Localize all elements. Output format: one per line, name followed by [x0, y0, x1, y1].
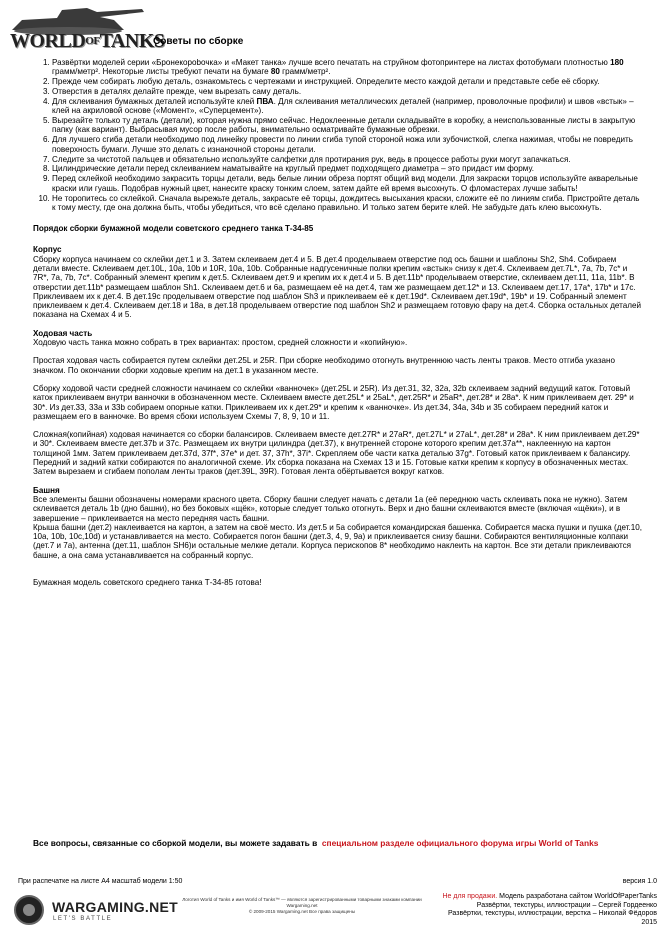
chassis-heading: Ходовая часть — [33, 328, 93, 338]
credits-line-1: Не для продажи. Модель разработана сайтом WorldOfPaperTanks — [442, 893, 657, 900]
wargaming-logo — [14, 893, 184, 933]
wargaming-name: WARGAMING.NET — [52, 899, 179, 915]
tip-item: 6. Для лучшего сгиба детали необходимо под линейку провести по линии сгиба тупой стороной ножа или зубочисткой, слегка нажимая, чтобы не повредить поверхность бумаги. Лучше это делать с изнаночной стороны детали. — [52, 135, 643, 154]
chassis-medium: Сборку ходовой части средней сложности начинаем со склейки «ванночек» (дет.25L и 25R). Из дет.31, 32, 32a, 32b склеиваем задний ведущий каток. Готовый каток приклеиваем внутри ванночки в обозначенном месте. Склеиваем вместе дет.25L* и 25aL*, дет.25R* и 25aR*, дет.28* и 28a*. К ним приклеиваем дет. 29* и 30*. Из дет.33, 33a и 33b собираем опорные катки. Приклеиваем их к дет.29* и крепим к «ванночке». Из дет.34, 34a, 34b и 35 собираем передний каток и размещаем его в ванночке. Во время сбоки используем Схемы 7, 8, 9, 10 и 11. — [33, 383, 634, 421]
chassis-complex: Сложная(копийная) ходовая начинается со сборки балансиров. Склеиваем вместе дет.27R* и 27aR*, дет.27L* и 27aL*, дет.28* и 28a*. К ним приклеиваем дет.29* и 30*. Склеиваем вместе дет.37b и 37c. Размещаем их внутри цилиндра (дет.37), к внутренней стороне которого крепим дет.37a**, наклеенную на картон толщиной 1мм. Затем приклеиваем дет.37d, 37f*, 37e* и дет. 37, 37h*, 37i*. Скрепляем обе части катка деталью 37g*. Готовый каток приклеиваем к балансиру. Передний и задний катки собираются по аналогичной схеме. Их сборка показана на Схемах 13 и 15. Готовые катки крепим к корпусу в обозначенных местах. Затем вырезаем и сгибаем пополам ленты траков (дет.39L, 39R). Готовая лента обёртывается вокруг катков. — [33, 430, 640, 477]
tip-item: 9. Перед склейкой необходимо закрасить торцы детали, ведь белые линии обреза портят общий вид модели. Для закраски торцов используйте акварельные краски или гуашь. Подобрав нужный цвет, нанесите краску тонким слоем, затем дайте ей время высохнуть. О фломастерах лучше забыть! — [52, 174, 643, 193]
tip-item: 2. Прежде чем собирать любую деталь, ознакомьтесь с чертежами и инструкцией. Определите место каждой детали и представьте себе её сборку. — [52, 77, 643, 86]
wargaming-emblem-icon — [14, 895, 44, 925]
tip-item: 5. Вырезайте только ту деталь (детали), которая нужна прямо сейчас. Недоклеенные детали складывайте в коробку, а неиспользованные листы в закрытую папку (как вариант). Выбрасывая мусор после работы, внимательно осматривайте бумажные обрезки. — [52, 116, 643, 135]
main-heading: Порядок сборки бумажной модели советского среднего танка Т-34-85 — [33, 224, 314, 234]
not-for-sale-label: Не для продажи. — [442, 893, 498, 900]
print-scale-note: При распечатке на листе А4 масштаб модели 1:50 — [18, 878, 183, 885]
tip-item: 8. Цилиндрические детали перед склеиванием наматывайте на круглый предмет подходящего диаметра – это придаст им форму. — [52, 164, 643, 173]
page-title: Советы по сборке — [153, 36, 244, 47]
hull-heading: Корпус — [33, 245, 62, 255]
credits-line-3: Развёртки, текстуры, иллюстрации, верстка – Николай Фёдоров — [447, 910, 657, 918]
legal-line-2: © 2009-2015 Wargaming.net Все права защищены — [248, 909, 356, 914]
legal-notice — [182, 897, 422, 915]
assembly-tips-list — [33, 58, 643, 212]
done-text: Бумажная модель советского среднего танка Т-34-85 готова! — [33, 578, 262, 587]
chassis-intro: Ходовую часть танка можно собрать в трех вариантах: простом, средней сложности и «копийную». — [33, 338, 408, 348]
questions-text: Все вопросы, связанные со сборкой модели, вы можете задавать в — [33, 838, 318, 848]
turret-text-2: Крыша башни (дет.2) наклеивается на картон, а затем на своё место. Из дет.5 и 5a собирается командирская башенка. Собирается маска пушки и пушка (дет.10, 10a, 10b, 10c,10d) и устанавливается на место. Собирается погон башни (дет.3, 4, 9, 9a) и приклеивается снизу башни. Собираются вентиляционные колпаки (дет.7 и 7a), антенна (дет.11, шаблон SH6)и остальные мелкие детали. Корпуса перископов 8* необходимо наклеить на картон. Все эти детали приклеиваются башне, а она сама устанавливается на собранный корпус. — [33, 522, 643, 560]
tip-item: 3. Отверстия в деталях делайте прежде, чем вырезать саму деталь. — [52, 87, 643, 96]
questions-line — [33, 838, 598, 848]
logo-wordmark: WORLDOFTANKS — [10, 30, 165, 52]
chassis-simple: Простая ходовая часть собирается путем склейки дет.25L и 25R. При сборке необходимо отогнуть внутреннюю часть ленты траков. Место отгиба указано значком. По окончании сборки ходовые крепим на дет.1 в указанном месте. — [33, 356, 616, 375]
wargaming-slogan: LET'S BATTLE — [53, 916, 113, 922]
legal-line-1: Логотип World of Tanks и имя World of Tanks™ — являются зарегистрированными товарными знаками компании Wargaming.net — [182, 897, 422, 908]
turret-text-1: Все элементы башни обозначены номерами красного цвета. Сборку башни следует начать с детали 1a (её переднюю часть склеивать пока не нужно). Затем склеивается деталь 1b (дно башни), но без боковых «щёк», которые следует только отогнуть. Верх и дно башни склеиваются вместе (включая «щёки»), и в завершение – приклеивается на место передняя часть башни. — [33, 494, 628, 523]
tip-item: 10. Не торопитесь со склейкой. Сначала вырежьте деталь, закрасьте её торцы, дождитесь высыхания краски, сложите её по линиям сгиба. Пристройте деталь к тому месту, где она должна быть, чтобы убедиться, что всё сделано правильно. И только затем берите клей. Не забудьте дать клею высохнуть. — [52, 194, 643, 213]
credits-line-2: Развёртки, текстуры, иллюстрации – Сергей Гордеенко — [476, 901, 657, 909]
hull-text: Сборку корпуса начинаем со склейки дет.1 и 3. Затем склеиваем дет.4 и 5. В дет.4 проделываем отверстие под ось башни и шаблоны Sh2, Sh4. Собираем детали вместе. Склеиваем дет.10L, 10a, 10b и 10R, 10a, 10b. Собранные надгусеничные полки крепим «встык» снизу к дет.4. Склеиваем дет.7L*, 7a, 7b, 7c* и 7R*, 7a, 7b, 7c*. Собранный элемент крепим к дет.5. Склеиваем дет.9 и крепим их к дет.4 и 5. В дет.11b* проделываем отверстие, склеиваем дет.11, 11a, 11b*. В отверстии дет.11b* размещаем шаблон Sh1. Склеиваем дет.6 и 6a, размещаем её на дет.4, там же размещаем дет.12* и 13. Склеиваем дет.17, 17a*, 17b* и 17c. Приклеиваем их к дет.4. В дет.19c проделываем отверстие под шаблон Sh3 и приклеиваем её к дет.19d*. Склеиваем дет.19d*, 19b* и 19. Собранный элемент приклеиваем к дет.4. Склеиваем дет.18 и 18a, в дет.18 проделываем отверстие под шаблон Sh2 и размещаем готовую фару на дет.4. Сборка остальных деталей показана на Схемах 4 и 5. — [33, 254, 642, 320]
credits-block — [442, 893, 657, 927]
tip-item: 7. Следите за чистотой пальцев и обязательно используйте салфетки для протирания рук, ведь в процессе работы руки могут запачкаться. — [52, 155, 643, 164]
instructions-body — [33, 58, 643, 587]
world-of-tanks-logo — [2, 0, 165, 62]
tip-item: 1. Развёртки моделей серии «Бронекорobочка» и «Макет танка» лучше всего печатать на струйном фотопринтере на листах фотобумаги плотностью 180 грамм/метр². Некоторые листы требуют печати на бумаге 80 грамм/метр². — [52, 58, 643, 77]
credits-year: 2015 — [641, 918, 657, 926]
version-label: версия 1.0 — [622, 878, 657, 885]
forum-link[interactable]: специальном разделе официального форума игры World of Tanks — [321, 838, 599, 848]
turret-heading: Башня — [33, 485, 60, 495]
tip-item: 4. Для склеивания бумажных деталей используйте клей ПВА. Для склеивания металлических деталей (например, проволочные профили) и швов «встык» – клей на акриловой основе («Момент», «Суперцемент»). — [52, 97, 643, 116]
